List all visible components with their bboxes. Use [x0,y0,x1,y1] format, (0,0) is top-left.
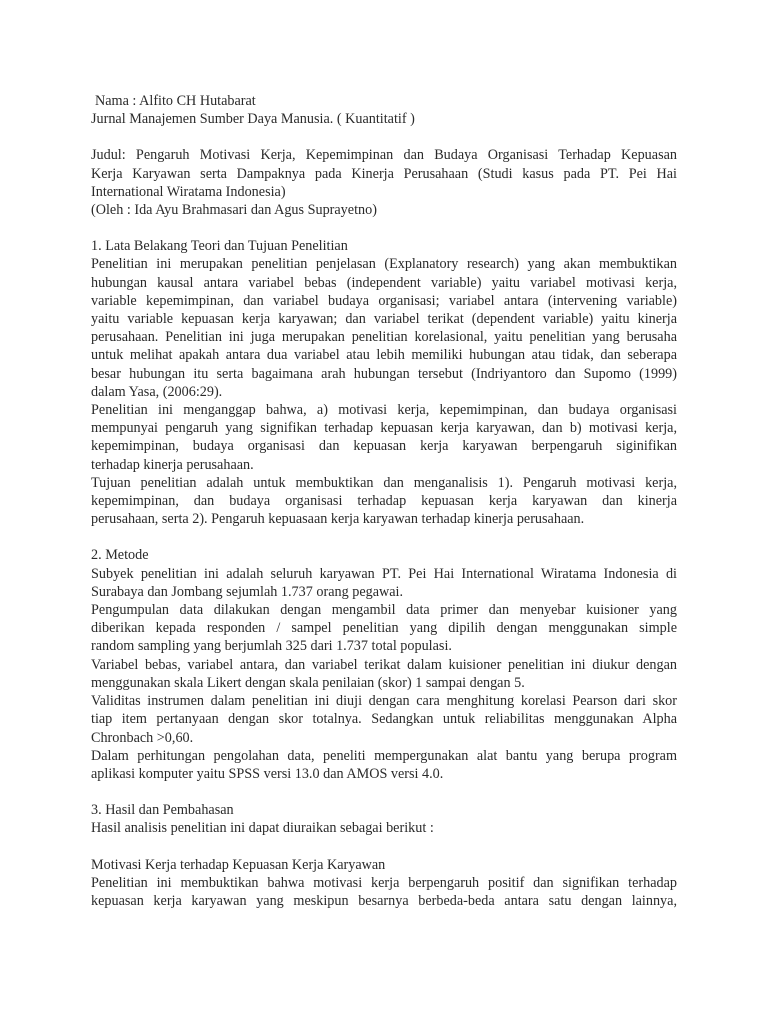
journal-type: Jurnal Manajemen Sumber Daya Manusia. ( Kuantitatif ) [91,111,415,128]
paragraph-line: Penelitian ini membuktikan bahwa motivasi kerja berpengaruh positif dan signifikan terhadap [91,874,677,891]
paragraph-line: dalam Yasa, (2006:29). [91,383,223,400]
paragraph-line: Chronbach >0,60. [91,729,194,746]
paragraph-line: kepemimpinan, budaya organisasi dan kepuasan kerja karyawan berpengaruh siginifikan [91,438,677,455]
paragraph-line: kepemimpinan, dan budaya organisasi terhadap kepuasan kerja karyawan dan kinerja [91,493,677,510]
section-heading: 3. Hasil dan Pembahasan [91,802,234,819]
paragraph-line: diberikan kepada responden / sampel penelitian yang dipilih dengan menggunakan simple [91,620,677,637]
paragraph-line: aplikasi komputer yaitu SPSS versi 13.0 dan AMOS versi 4.0. [91,765,444,782]
author-name: Nama : Alfito CH Hutabarat [95,93,256,109]
section-method [91,546,677,783]
paragraph-line: mempunyai pengaruh yang signifikan terhadap kepuasan kerja karyawan, dan b) motivasi kerja, [91,420,677,437]
spacer [91,838,677,856]
section-heading: 2. Metode [91,547,149,564]
paragraph [91,474,677,529]
paragraph-line: terhadap kinerja perusahaan. [91,456,254,473]
authors-line: (Oleh : Ida Ayu Brahmasari dan Agus Suprayetno) [91,202,377,219]
section-results [91,801,677,910]
paragraph-line: variable kepemimpinan, dan variabel budaya organisasi; variabel antara (intervening variable) [91,292,677,309]
spacer [91,783,677,801]
paragraph [91,656,677,692]
title-line: Kerja Karyawan serta Dampaknya pada Kinerja Perusahaan (Studi kasus pada PT. Pei Hai [91,165,677,182]
paragraph-line: Penelitian ini menganggap bahwa, a) motivasi kerja, kepemimpinan, dan budaya organisasi [91,402,677,419]
paragraph-line: Validitas instrumen dalam penelitian ini diuji dengan cara menghitung korelasi Pearson dari skor [91,693,677,710]
paragraph [91,565,677,601]
document-body [91,92,677,910]
paragraph-line: Pengumpulan data dilakukan dengan mengambil data primer dan menyebar kuisioner yang [91,602,677,619]
paragraph-line: tiap item pertanyaan dengan skor totalnya. Sedangkan untuk reliabilitas menggunakan Alpha [91,711,677,728]
paragraph-line: yaitu variable kepuasan kerja karyawan; dan variabel terikat (dependent variable) yaitu kinerja [91,311,677,328]
paragraph-line: Surabaya dan Jombang sejumlah 1.737 orang pegawai. [91,583,404,600]
paragraph-line: untuk melihat apakah antara dua variabel atau lebih memiliki hubungan atau tidak, dan seberapa [91,347,677,364]
paragraph-line: Subyek penelitian ini adalah seluruh karyawan PT. Pei Hai International Wiratama Indonesia di [91,565,677,582]
paragraph-line: Tujuan penelitian adalah untuk membuktikan dan menganalisis 1). Pengaruh motivasi kerja, [91,474,677,491]
spacer [91,528,677,546]
section-heading: 1. Lata Belakang Teori dan Tujuan Penelitian [91,238,348,255]
paragraph [91,601,677,656]
paragraph [91,255,677,401]
paragraph-line: Variabel bebas, variabel antara, dan variabel terikat dalam kuisioner penelitian ini diukur dengan [91,656,677,673]
section-background [91,237,677,528]
paragraph-line: kepuasan kerja karyawan yang meskipun besarnya berbeda-beda antara satu dengan lainnya, [91,892,677,909]
paragraph-line: hubungan kausal antara variabel bebas (independent variable) yaitu variabel motivasi kerja, [91,274,677,291]
paragraph-line: perusahaan. Penelitian ini juga merupakan penelitian korelasional, yaitu penelitian yang berusaha [91,329,677,346]
title-block [91,146,677,219]
paragraph [91,692,677,747]
spacer [91,128,677,146]
paragraph-line: perusahaan, serta 2). Pengaruh kepuasaan kerja karyawan terhadap kinerja perusahaan. [91,511,585,528]
results-intro: Hasil analisis penelitian ini dapat diuraikan sebagai berikut : [91,820,434,837]
subsection-heading: Motivasi Kerja terhadap Kepuasan Kerja Karyawan [91,856,386,873]
paragraph [91,747,677,783]
title-line: Judul: Pengaruh Motivasi Kerja, Kepemimpinan dan Budaya Organisasi Terhadap Kepuasan [91,147,677,164]
paragraph-line: Penelitian ini merupakan penelitian penjelasan (Explanatory research) yang akan membuktikan [91,256,677,273]
paragraph-line: random sampling yang berjumlah 325 dari 1.737 total populasi. [91,638,452,655]
title-line: International Wiratama Indonesia) [91,183,286,200]
paragraph-line: menggunakan skala Likert dengan skala penilaian (skor) 1 sampai dengan 5. [91,674,525,691]
paragraph [91,874,677,910]
paragraph [91,401,677,474]
paragraph-line: Dalam perhitungan pengolahan data, peneliti mempergunakan alat bantu yang berupa program [91,747,677,764]
paragraph-line: besar hubungan itu serta bagaimana arah hubungan tersebut (Indriyantoro dan Supomo (1999) [91,365,677,382]
spacer [91,219,677,237]
